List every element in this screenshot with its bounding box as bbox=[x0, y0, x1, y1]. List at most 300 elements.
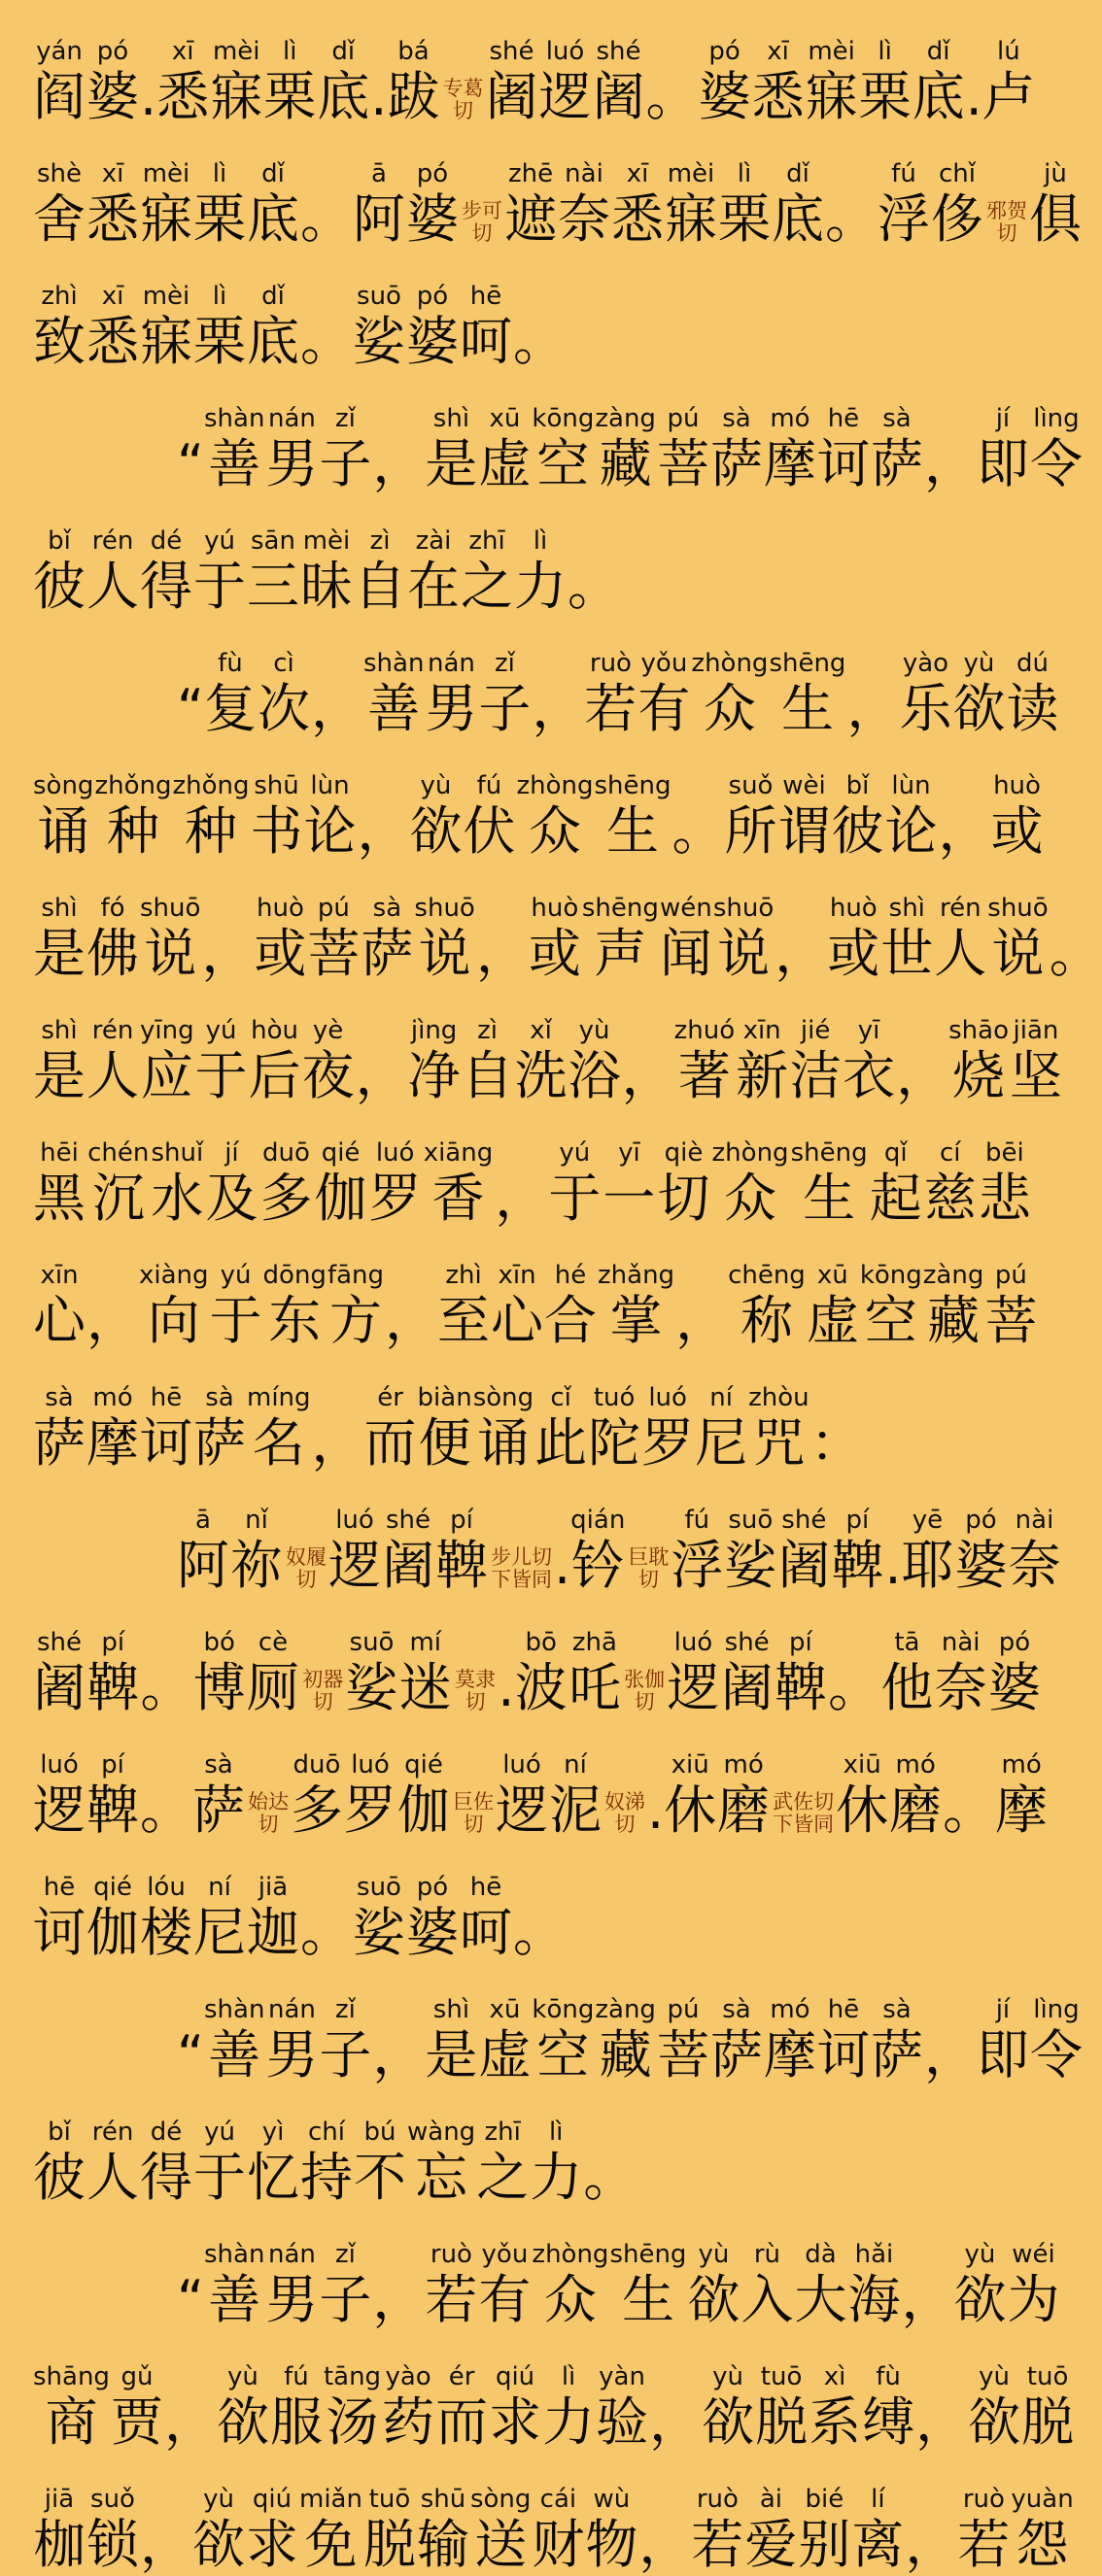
ruby-character bbox=[595, 1995, 656, 2086]
pinyin: shé bbox=[385, 1506, 431, 1535]
ruby-character bbox=[193, 159, 246, 251]
hanzi: 即 bbox=[976, 2024, 1029, 2085]
pinyin: xī bbox=[626, 159, 649, 188]
ruby-character bbox=[361, 894, 413, 985]
pronunciation-note bbox=[248, 1791, 289, 1836]
ruby-character bbox=[247, 1383, 311, 1474]
pinyin: yù bbox=[979, 2362, 1010, 2391]
pinyin: wén bbox=[659, 894, 712, 923]
hanzi: 伽 bbox=[397, 1779, 450, 1841]
hanzi: 于 bbox=[194, 1045, 248, 1106]
ruby-character bbox=[140, 282, 192, 373]
hanzi: 摩 bbox=[763, 433, 816, 494]
pinyin: sòng bbox=[472, 1383, 534, 1412]
hanzi: 阿 bbox=[177, 1535, 229, 1596]
pronunciation-note bbox=[286, 1546, 327, 1591]
pinyin: jí bbox=[224, 1138, 239, 1168]
pinyin: fù bbox=[218, 649, 243, 678]
hanzi: 论 bbox=[303, 800, 357, 862]
ruby-character bbox=[769, 649, 845, 740]
note-line: 切 bbox=[637, 1568, 659, 1591]
pinyin: yào bbox=[902, 649, 949, 678]
text-line bbox=[33, 2118, 1016, 2209]
hanzi: 若 bbox=[691, 2514, 744, 2575]
pinyin: wàng bbox=[407, 2118, 476, 2147]
pinyin: lì bbox=[878, 37, 892, 66]
hanzi: 阇 bbox=[720, 1657, 774, 1718]
hanzi: 呵 bbox=[460, 311, 512, 372]
ruby-character bbox=[399, 1628, 452, 1719]
ruby-character bbox=[407, 526, 460, 618]
pinyin: zhì bbox=[41, 282, 78, 311]
hanzi: 读 bbox=[1006, 678, 1059, 739]
hanzi: 菩 bbox=[656, 433, 709, 494]
ruby-character bbox=[817, 1995, 870, 2086]
hanzi: 空 bbox=[536, 2024, 590, 2085]
note-line: 始达 bbox=[248, 1790, 289, 1813]
ruby-character bbox=[425, 649, 477, 740]
ruby-character bbox=[247, 2118, 299, 2209]
ruby-character bbox=[721, 1628, 774, 1719]
pinyin: nài bbox=[941, 1628, 981, 1657]
pinyin: xì bbox=[823, 2362, 846, 2391]
ruby-character bbox=[870, 1138, 922, 1230]
hanzi: 伽 bbox=[86, 1902, 139, 1963]
punctuation: 。 bbox=[825, 188, 878, 250]
ruby-character bbox=[300, 526, 353, 618]
ruby-character bbox=[931, 159, 983, 251]
hanzi: 婆 bbox=[406, 188, 459, 250]
pinyin: huò bbox=[531, 894, 579, 923]
ruby-character bbox=[699, 37, 751, 128]
punctuation: ， bbox=[638, 2514, 692, 2575]
hanzi: 诃 bbox=[140, 1412, 192, 1474]
ruby-character bbox=[33, 1873, 86, 1964]
hanzi: 黑 bbox=[33, 1168, 86, 1229]
hanzi: 入 bbox=[740, 2269, 794, 2330]
pinyin: bēi bbox=[984, 1138, 1024, 1168]
ruby-character bbox=[291, 1750, 343, 1842]
pronunciation-note bbox=[624, 1669, 665, 1713]
ruby-character bbox=[529, 894, 581, 985]
hanzi: 枷 bbox=[33, 2514, 86, 2575]
ruby-character bbox=[674, 1016, 736, 1107]
note-line: 巨佐 bbox=[453, 1790, 494, 1813]
hanzi: 欲 bbox=[702, 2391, 755, 2453]
pinyin: zhòng bbox=[691, 649, 769, 678]
pinyin: yuàn bbox=[1011, 2485, 1074, 2514]
pinyin: gǔ bbox=[121, 2362, 154, 2391]
hanzi: 楼 bbox=[140, 1902, 192, 1963]
pinyin: shé bbox=[489, 37, 534, 66]
ruby-character bbox=[210, 37, 262, 128]
ruby-character bbox=[764, 404, 816, 495]
pinyin: xū bbox=[489, 404, 521, 433]
hanzi: 诵 bbox=[476, 1412, 530, 1474]
hanzi: 悉 bbox=[611, 188, 664, 250]
ruby-character bbox=[532, 404, 594, 495]
pinyin: fú bbox=[891, 159, 916, 188]
hanzi: 是 bbox=[425, 2024, 478, 2085]
pinyin: shēng bbox=[594, 771, 672, 800]
ruby-character bbox=[33, 771, 93, 863]
hanzi: 悉 bbox=[156, 66, 210, 127]
pronunciation-note bbox=[628, 1546, 669, 1591]
pinyin: yù bbox=[203, 2485, 234, 2514]
pinyin: duō bbox=[293, 1750, 341, 1779]
pinyin: chēng bbox=[728, 1261, 806, 1290]
hanzi: 闻 bbox=[659, 923, 712, 984]
ruby-character bbox=[984, 1261, 1037, 1352]
pinyin: wèi bbox=[782, 771, 826, 800]
ruby-character bbox=[871, 404, 923, 495]
ruby-character bbox=[193, 2118, 246, 2209]
pinyin: jiā bbox=[258, 1873, 289, 1902]
ruby-character bbox=[836, 1750, 888, 1842]
punctuation: ， bbox=[163, 2391, 217, 2453]
hanzi: 有 bbox=[637, 678, 691, 739]
ruby-character bbox=[514, 526, 567, 618]
pinyin: yù bbox=[964, 2240, 996, 2269]
pinyin: mèi bbox=[808, 37, 855, 66]
punctuation: ， bbox=[896, 1045, 949, 1106]
hanzi: 诵 bbox=[37, 800, 90, 862]
punctuation: ， bbox=[385, 1290, 438, 1351]
pinyin: shì bbox=[432, 404, 470, 433]
pinyin: yè bbox=[312, 1016, 344, 1045]
ruby-character bbox=[595, 404, 656, 495]
hanzi: 有 bbox=[478, 2269, 532, 2330]
hanzi: 鞞 bbox=[831, 1535, 884, 1596]
pinyin: jiān bbox=[1013, 1016, 1059, 1045]
pinyin: ruò bbox=[589, 649, 632, 678]
ruby-character bbox=[532, 2240, 608, 2331]
punctuation: ， bbox=[495, 1168, 548, 1229]
hanzi: 欲 bbox=[192, 2514, 245, 2575]
pinyin: bǐ bbox=[845, 771, 870, 800]
ruby-character bbox=[139, 1261, 209, 1352]
pinyin: chǐ bbox=[939, 159, 976, 188]
hanzi: 萨 bbox=[192, 1779, 245, 1841]
hanzi: 脱 bbox=[362, 2514, 416, 2575]
pinyin: ruò bbox=[962, 2485, 1005, 2514]
hanzi: 逻 bbox=[667, 1657, 720, 1718]
pinyin: xiū bbox=[671, 1750, 709, 1779]
ruby-character bbox=[425, 2240, 477, 2331]
pinyin: cì bbox=[273, 649, 294, 678]
pinyin: shuō bbox=[414, 894, 475, 923]
hanzi: 此 bbox=[534, 1412, 588, 1474]
note-line: 邪贺 bbox=[986, 199, 1027, 222]
ruby-character bbox=[1010, 1016, 1062, 1107]
pinyin: hē bbox=[150, 1383, 183, 1412]
hanzi: 锁 bbox=[86, 2514, 139, 2575]
hanzi: 娑 bbox=[345, 1657, 398, 1718]
ruby-character bbox=[437, 1261, 490, 1352]
pronunciation-note bbox=[491, 1546, 552, 1591]
ruby-character bbox=[657, 1138, 709, 1230]
hanzi: 婆 bbox=[86, 66, 140, 127]
hanzi: 底 bbox=[317, 66, 370, 127]
hanzi: 服 bbox=[269, 2391, 323, 2453]
hanzi: 奈 bbox=[1008, 1535, 1061, 1596]
pinyin: pó bbox=[416, 282, 449, 311]
pinyin: pó bbox=[416, 159, 449, 188]
ruby-character bbox=[542, 2362, 595, 2454]
ruby-character bbox=[382, 2362, 434, 2454]
ruby-character bbox=[353, 282, 405, 373]
ruby-character bbox=[195, 1016, 248, 1107]
hanzi: 栗 bbox=[858, 66, 912, 127]
pinyin: qiú bbox=[252, 2485, 293, 2514]
hanzi: 博 bbox=[192, 1657, 246, 1718]
pinyin: yú bbox=[559, 1138, 591, 1168]
hanzi: 男 bbox=[265, 433, 319, 494]
pinyin: jiā bbox=[44, 2485, 75, 2514]
punctuation: ， bbox=[372, 433, 426, 494]
ruby-character bbox=[862, 2362, 914, 2454]
punctuation: ， bbox=[938, 800, 991, 862]
ruby-character bbox=[111, 2362, 163, 2454]
hanzi: 子 bbox=[478, 678, 532, 739]
pinyin: yē bbox=[912, 1506, 944, 1535]
pinyin: yú bbox=[220, 1261, 252, 1290]
pinyin: yù bbox=[963, 649, 995, 678]
pinyin: bǐ bbox=[48, 526, 71, 556]
hanzi: 名 bbox=[252, 1412, 305, 1474]
hanzi: 呵 bbox=[460, 1902, 512, 1963]
pinyin: dǐ bbox=[261, 282, 285, 311]
ruby-character bbox=[798, 2485, 850, 2576]
pinyin: dà bbox=[805, 2240, 837, 2269]
pinyin: nán bbox=[267, 2240, 316, 2269]
pinyin: xī bbox=[171, 37, 194, 66]
pinyin: jìng bbox=[410, 1016, 458, 1045]
pinyin: nán bbox=[267, 404, 316, 433]
ruby-character bbox=[192, 2485, 245, 2576]
text-line bbox=[33, 37, 1035, 128]
pinyin: ā bbox=[371, 159, 387, 188]
note-line: 切 bbox=[614, 1813, 636, 1836]
ruby-character bbox=[486, 37, 538, 128]
pinyin: rén bbox=[91, 1016, 134, 1045]
pinyin: kōng bbox=[532, 404, 595, 433]
hanzi: 生 bbox=[605, 800, 659, 862]
hanzi: 众 bbox=[724, 1168, 777, 1229]
pinyin: yú bbox=[204, 526, 235, 556]
ruby-character bbox=[299, 2485, 362, 2576]
hanzi: 掌 bbox=[609, 1290, 663, 1351]
pinyin: zhòng bbox=[516, 771, 594, 800]
punctuation: 。 bbox=[513, 311, 566, 372]
ruby-character bbox=[258, 649, 310, 740]
ruby-character bbox=[265, 404, 318, 495]
pinyin: fù bbox=[876, 2362, 901, 2391]
hanzi: 菩 bbox=[307, 923, 361, 984]
pinyin: nài bbox=[1015, 1506, 1054, 1535]
punctuation: . bbox=[140, 66, 157, 127]
ruby-character bbox=[957, 2485, 1010, 2576]
pinyin: luó bbox=[351, 1750, 390, 1779]
ruby-character bbox=[728, 1261, 806, 1352]
hanzi: 若 bbox=[957, 2514, 1011, 2575]
pinyin: shé bbox=[596, 37, 641, 66]
hanzi: 大 bbox=[794, 2269, 847, 2330]
ruby-character bbox=[424, 1138, 494, 1230]
hanzi: 浴 bbox=[568, 1045, 621, 1106]
pinyin: pú bbox=[994, 1261, 1027, 1290]
pinyin: dǐ bbox=[786, 159, 809, 188]
hanzi: 寐 bbox=[210, 66, 263, 127]
ruby-character bbox=[665, 159, 717, 251]
pinyin: qié bbox=[321, 1138, 361, 1168]
pinyin: qié bbox=[93, 1873, 132, 1902]
hanzi: 著 bbox=[677, 1045, 731, 1106]
hanzi: 摩 bbox=[763, 2024, 816, 2085]
text-line bbox=[33, 2362, 1075, 2454]
ruby-character bbox=[935, 1628, 987, 1719]
pinyin: qiú bbox=[495, 2362, 535, 2391]
pinyin: sà bbox=[204, 1750, 233, 1779]
ruby-character bbox=[94, 771, 171, 863]
pinyin: yú bbox=[205, 1016, 237, 1045]
ruby-character bbox=[86, 1383, 139, 1474]
hanzi: 欲 bbox=[953, 2269, 1007, 2330]
pinyin: chén bbox=[87, 1138, 150, 1168]
hanzi: 声 bbox=[594, 923, 647, 984]
note-line: 莫隶 bbox=[455, 1668, 496, 1691]
hanzi: 菩 bbox=[656, 2024, 709, 2085]
hanzi: 寐 bbox=[140, 188, 192, 250]
ruby-character bbox=[794, 2240, 846, 2331]
pinyin: yàn bbox=[599, 2362, 645, 2391]
pinyin: mó bbox=[770, 1995, 810, 2024]
hanzi: 逻 bbox=[328, 1535, 381, 1596]
pinyin: shēng bbox=[769, 649, 846, 678]
pinyin: hēi bbox=[40, 1138, 79, 1168]
ruby-character bbox=[736, 1016, 788, 1107]
punctuation: ， bbox=[923, 2024, 977, 2085]
hanzi: 婆 bbox=[406, 1902, 459, 1963]
pinyin: huò bbox=[256, 894, 304, 923]
hanzi: 海 bbox=[847, 2269, 901, 2330]
hanzi: 娑 bbox=[724, 1535, 777, 1596]
pinyin: suō bbox=[357, 1873, 401, 1902]
hanzi: 阇 bbox=[33, 1657, 86, 1718]
pinyin: rén bbox=[939, 894, 981, 923]
pinyin: yǒu bbox=[640, 649, 688, 678]
hanzi: 应 bbox=[140, 1045, 193, 1106]
ruby-character bbox=[1007, 2240, 1059, 2331]
ruby-character bbox=[344, 1750, 396, 1842]
ruby-character bbox=[33, 37, 86, 128]
pinyin: kōng bbox=[859, 1261, 922, 1290]
pinyin: huò bbox=[993, 771, 1041, 800]
pinyin: duō bbox=[262, 1138, 310, 1168]
pinyin: mèi bbox=[212, 37, 260, 66]
punctuation: “ bbox=[177, 2024, 204, 2085]
pinyin: hē bbox=[469, 282, 502, 311]
ruby-character bbox=[827, 894, 879, 985]
text-line bbox=[33, 1750, 1049, 1842]
ruby-character bbox=[418, 1383, 472, 1474]
hanzi: 萨 bbox=[709, 433, 763, 494]
hanzi: 浮 bbox=[878, 188, 930, 250]
hanzi: 阇 bbox=[592, 66, 645, 127]
ruby-character bbox=[140, 2118, 192, 2209]
hanzi: 菩 bbox=[984, 1290, 1038, 1351]
hanzi: 在 bbox=[407, 556, 460, 617]
hanzi: 论 bbox=[884, 800, 938, 862]
hanzi: 东 bbox=[268, 1290, 322, 1351]
ruby-character bbox=[516, 771, 593, 863]
hanzi: 逻 bbox=[33, 1779, 86, 1841]
hanzi: 藏 bbox=[927, 1290, 981, 1351]
ruby-character bbox=[1011, 2485, 1073, 2576]
hanzi: 是 bbox=[33, 1045, 86, 1106]
hanzi: 摩 bbox=[995, 1779, 1049, 1841]
ruby-character bbox=[491, 1261, 543, 1352]
text-line bbox=[33, 894, 1102, 985]
pinyin: lì bbox=[283, 37, 297, 66]
hanzi: 合 bbox=[544, 1290, 598, 1351]
ruby-character bbox=[1008, 1506, 1060, 1597]
hanzi: 祢 bbox=[230, 1535, 283, 1596]
pinyin: lóu bbox=[147, 1873, 186, 1902]
ruby-character bbox=[476, 2118, 529, 2209]
punctuation: 。 bbox=[1049, 923, 1102, 984]
ruby-character bbox=[530, 2118, 582, 2209]
hanzi: 力 bbox=[514, 556, 567, 617]
hanzi: 力 bbox=[542, 2391, 596, 2453]
hanzi: 于 bbox=[193, 2147, 246, 2208]
punctuation: . bbox=[554, 1535, 571, 1596]
hanzi: 商 bbox=[45, 2391, 98, 2453]
note-line: 切 bbox=[471, 221, 493, 245]
note-line: 专葛 bbox=[442, 77, 484, 100]
hanzi: 昧 bbox=[300, 556, 353, 617]
ruby-character bbox=[710, 404, 763, 495]
pinyin: qián bbox=[570, 1506, 626, 1535]
pinyin: shuō bbox=[987, 894, 1049, 923]
hanzi: 若 bbox=[425, 2269, 478, 2330]
hanzi: 寐 bbox=[805, 66, 858, 127]
hanzi: 阎 bbox=[33, 66, 86, 127]
ruby-character bbox=[532, 2485, 584, 2576]
punctuation: ， bbox=[86, 1290, 139, 1351]
pinyin: bú bbox=[363, 2118, 396, 2147]
ruby-character bbox=[740, 2240, 793, 2331]
hanzi: 尼 bbox=[193, 1902, 246, 1963]
hanzi: 鞞 bbox=[435, 1535, 488, 1596]
ruby-character bbox=[192, 1750, 245, 1842]
pinyin: xīn bbox=[742, 1016, 781, 1045]
pinyin: pú bbox=[667, 404, 700, 433]
pinyin: yù bbox=[578, 1016, 610, 1045]
hanzi: 侈 bbox=[931, 188, 983, 250]
hanzi: 空 bbox=[864, 1290, 917, 1351]
ruby-character bbox=[478, 649, 531, 740]
pinyin: lú bbox=[996, 37, 1020, 66]
ruby-character bbox=[687, 2240, 740, 2331]
hanzi: 或 bbox=[254, 923, 307, 984]
punctuation: . bbox=[498, 1657, 515, 1718]
hanzi: 众 bbox=[528, 800, 581, 862]
ruby-character bbox=[952, 649, 1005, 740]
ruby-character bbox=[354, 526, 406, 618]
ruby-character bbox=[764, 1995, 816, 2086]
ruby-character bbox=[387, 37, 439, 128]
